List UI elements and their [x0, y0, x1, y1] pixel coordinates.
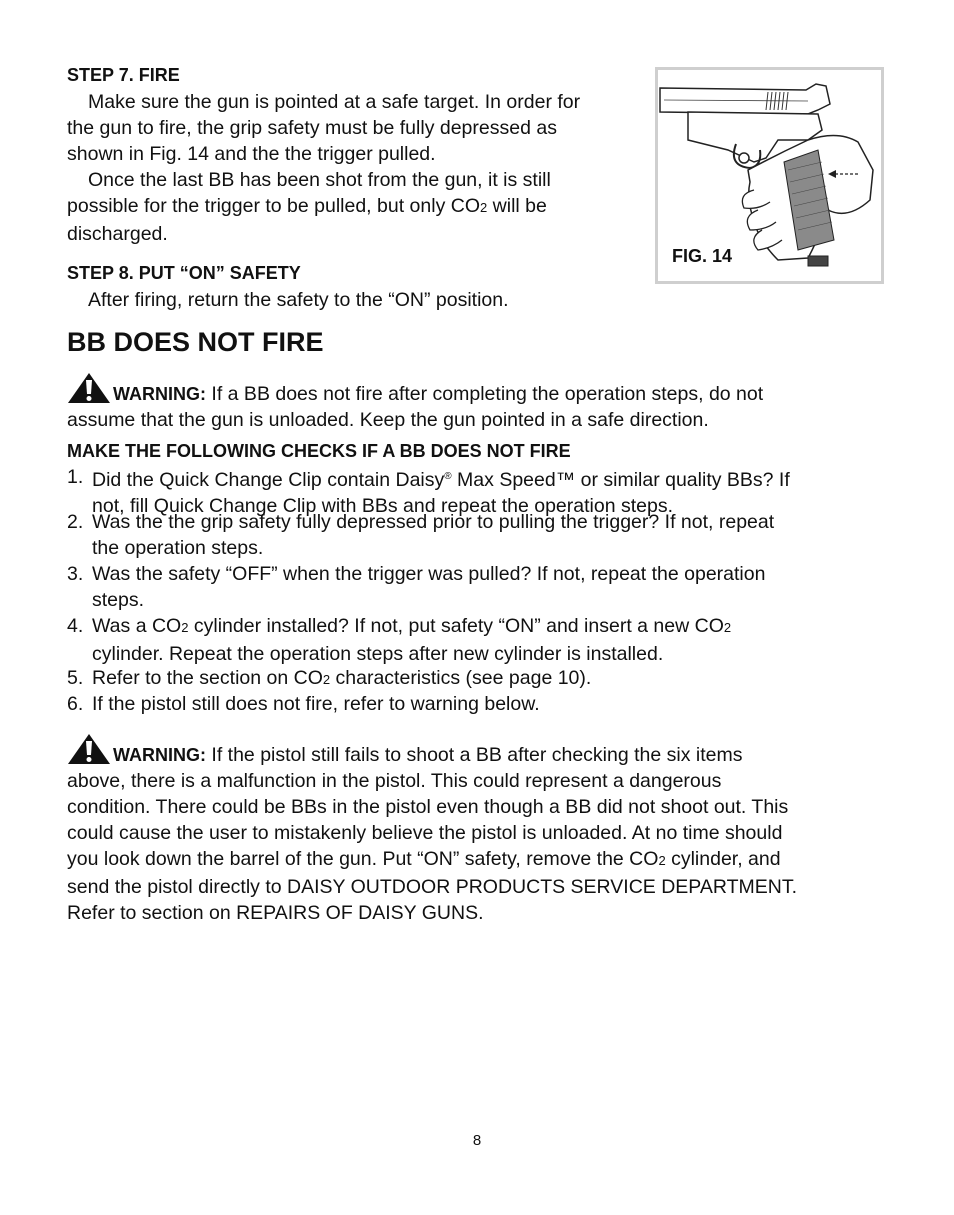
- co2-subscript: 2: [480, 200, 488, 215]
- registered-mark: ®: [444, 471, 452, 482]
- co2-subscript: 2: [181, 620, 189, 635]
- co2-subscript: 2: [322, 672, 331, 687]
- list-item-text: Was the the grip safety fully depressed prior to pulling the trigger? If not, repeat: [92, 511, 775, 533]
- list-item-text: Refer to the section on CO: [92, 667, 323, 689]
- list-item-text: steps.: [92, 589, 145, 611]
- step7-line: the gun to fire, the grip safety must be fully depressed as: [67, 117, 557, 139]
- warning-2: [67, 733, 797, 926]
- list-item-text: If the pistol still does not fire, refer to warning below.: [92, 693, 540, 715]
- list-item: [67, 613, 897, 667]
- list-item-number: 4.: [67, 615, 84, 637]
- list-item-number: 1.: [67, 466, 84, 488]
- list-item-text: Was the safety “OFF” when the trigger was pulled? If not, repeat the operation: [92, 563, 766, 585]
- step7-line: discharged.: [67, 223, 168, 245]
- warning-text: If the pistol still fails to shoot a BB after checking the six items: [206, 744, 743, 766]
- list-item-number: 3.: [67, 563, 84, 585]
- list-item-text: characteristics (see page 10).: [330, 667, 592, 689]
- warning-triangle-icon: [67, 372, 111, 404]
- list-item: [67, 691, 897, 717]
- list-item: [67, 561, 897, 613]
- warning-triangle-icon: [67, 733, 111, 765]
- list-item-text: Max Speed™ or similar quality BBs? If: [451, 469, 790, 491]
- list-item-text: cylinder installed? If not, put safety “ON” and insert a new CO: [188, 615, 724, 637]
- step7-line: will be: [487, 195, 547, 217]
- list-item-number: 6.: [67, 693, 84, 715]
- step8-paragraph: [67, 287, 509, 313]
- warning-text: cylinder, and: [665, 848, 781, 870]
- list-item: [67, 509, 897, 561]
- step7-line: Make sure the gun is pointed at a safe target. In order for: [88, 91, 581, 113]
- step7-line: Once the last BB has been shot from the gun, it is still: [88, 169, 551, 191]
- warning-text: you look down the barrel of the gun. Put “ON” safety, remove the CO: [67, 848, 659, 870]
- checks-title: MAKE THE FOLLOWING CHECKS IF A BB DOES NOT FIRE: [67, 441, 571, 461]
- step8-line: After firing, return the safety to the “ON” position.: [88, 289, 509, 311]
- warning-label: WARNING:: [113, 384, 206, 404]
- warning-text: assume that the gun is unloaded. Keep the gun pointed in a safe direction.: [67, 409, 709, 431]
- list-item-text: not, fill Quick Change Clip with BBs and repeat the operation steps.: [92, 495, 673, 517]
- warning-text: could cause the user to mistakenly believe the pistol is unloaded. At no time should: [67, 822, 783, 844]
- list-item-text: Did the Quick Change Clip contain Daisy: [92, 469, 445, 491]
- page-number: 8: [472, 1132, 482, 1149]
- step8-title: STEP 8. PUT “ON” SAFETY: [67, 263, 301, 283]
- list-item-number: 2.: [67, 511, 84, 533]
- co2-subscript: 2: [723, 620, 732, 635]
- list-item-text: the operation steps.: [92, 537, 264, 559]
- list-item-text: Was a CO: [92, 615, 182, 637]
- warning-text: Refer to section on REPAIRS OF DAISY GUNS.: [67, 902, 484, 924]
- step7-title: STEP 7. FIRE: [67, 65, 180, 85]
- warning-label: WARNING:: [113, 745, 206, 765]
- step7-line: shown in Fig. 14 and the the trigger pulled.: [67, 143, 436, 165]
- co2-subscript: 2: [658, 853, 666, 868]
- step7-paragraph: [67, 89, 580, 247]
- figure-label: FIG. 14: [672, 246, 733, 266]
- list-item: [67, 665, 897, 693]
- list-item-number: 5.: [67, 667, 84, 689]
- warning-1: [67, 372, 763, 433]
- warning-text: above, there is a malfunction in the pistol. This could represent a dangerous: [67, 770, 722, 792]
- warning-text: send the pistol directly to DAISY OUTDOOR PRODUCTS SERVICE DEPARTMENT.: [67, 876, 798, 898]
- warning-text: condition. There could be BBs in the pistol even though a BB did not shoot out. This: [67, 796, 789, 818]
- section-title: BB DOES NOT FIRE: [67, 327, 324, 357]
- warning-text: If a BB does not fire after completing the operation steps, do not: [206, 383, 764, 405]
- list-item-text: cylinder. Repeat the operation steps after new cylinder is installed.: [92, 643, 664, 665]
- step7-line: possible for the trigger to be pulled, but only CO: [67, 195, 480, 217]
- figure-14: [655, 67, 884, 284]
